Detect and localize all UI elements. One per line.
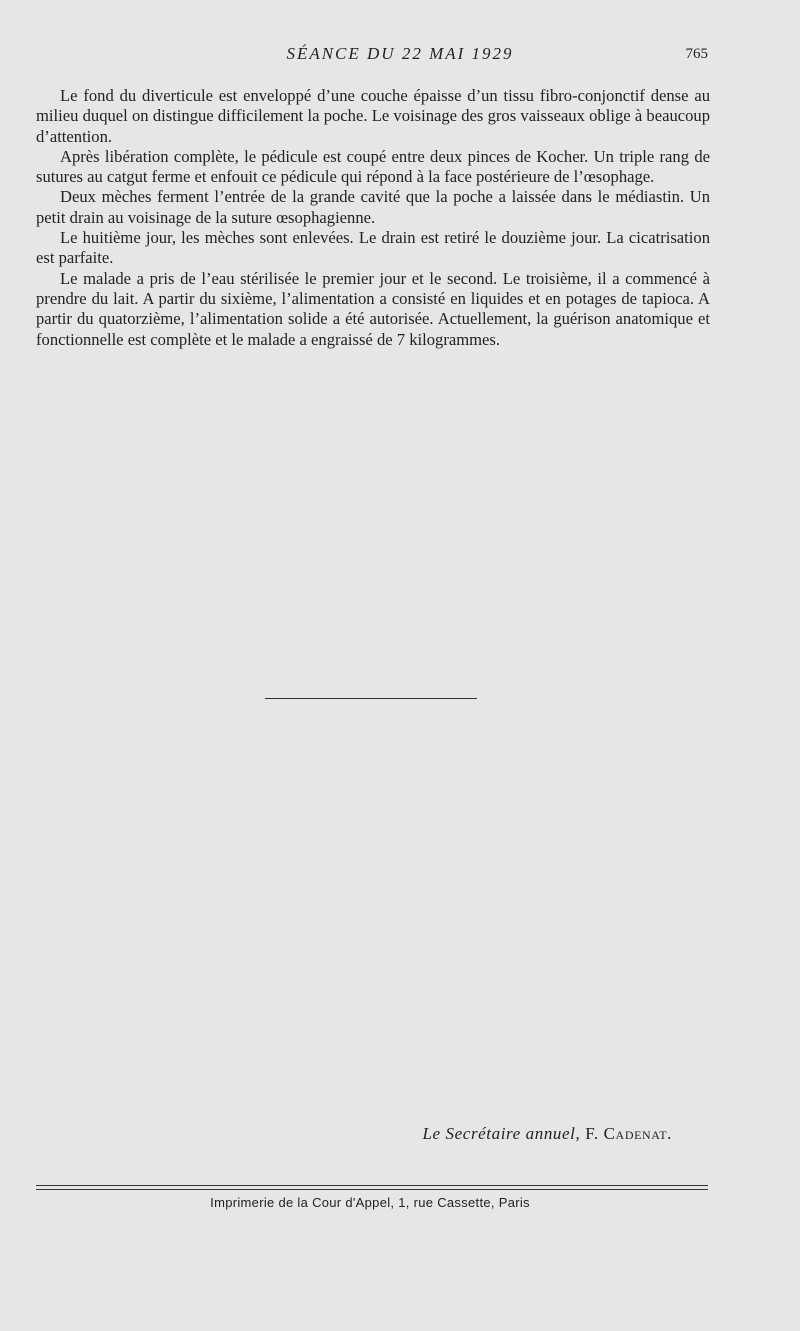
section-divider (265, 698, 477, 699)
signature-name: F. Cadenat. (585, 1124, 672, 1143)
signature-role: Le Secrétaire annuel, (422, 1124, 581, 1143)
paragraph: Après libération complète, le pédicule est coupé entre deux pinces de Kocher. Un triple rang de sutures au catgut ferme et enfouit ce pédicule qui répond à la face postérieure de l’œsophage. (36, 146, 710, 187)
running-head: SÉANCE DU 22 MAI 1929 (286, 44, 514, 63)
paragraph: Le huitième jour, les mèches sont enlevées. Le drain est retiré le douzième jour. La cicatrisation est parfaite. (36, 228, 710, 268)
signature (423, 1124, 673, 1144)
body-text (36, 86, 710, 350)
printer-imprint: Imprimerie de la Cour d'Appel, 1, rue Cassette, Paris (210, 1195, 530, 1210)
paragraph: Le fond du diverticule est enveloppé d’une couche épaisse d’un tissu fibro-conjonctif dense au milieu duquel on distingue difficilement la poche. Le voisinage des gros vaisseaux oblige à beaucoup d’attention. (36, 86, 710, 146)
paragraph: Le malade a pris de l’eau stérilisée le premier jour et le second. Le troisième, il a commencé à prendre du lait. A partir du sixième, l’alimentation a consisté en liquides et en potages de tapioca. A partir du quatorzième, l’alimentation solide a été autorisée. Actuellement, la guérison anatomique et fonctionnelle est complète et le malade a engraissé de 7 kilogrammes. (36, 268, 710, 349)
footer-rule (36, 1189, 708, 1190)
paragraph: Deux mèches ferment l’entrée de la grande cavité que la poche a laissée dans le médiastin. Un petit drain au voisinage de la suture œsophagienne. (36, 187, 710, 227)
page-number: 765 (685, 46, 708, 62)
footer-rule (36, 1185, 708, 1186)
page-header (0, 44, 800, 68)
